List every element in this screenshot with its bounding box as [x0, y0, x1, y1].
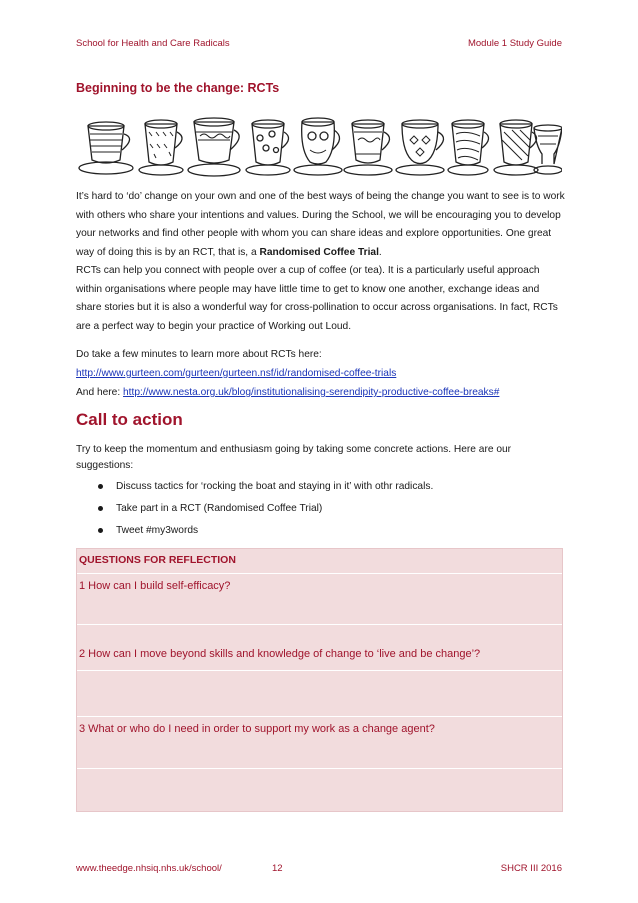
page-footer: [76, 863, 562, 877]
bullet-icon: [98, 528, 103, 533]
paragraph-rct-intro-text: It’s hard to ‘do’ change on your own and one of the best ways of being the change you want to see is to work with others who share your intentions and values. During the School, we will be encouraging you to develop your networks and find other people with whom you can share ideas and explore opportunities. One great way of doing this is by an RCT, that is, a: [76, 191, 565, 258]
list-item-text: Discuss tactics for ‘rocking the boat and staying in it’ with othr radicals.: [116, 481, 434, 492]
list-item: [96, 502, 556, 524]
reflection-question-2: 2 How can I move beyond skills and knowledge of change to ‘live and be change’?: [77, 624, 562, 670]
teacup-icon: [344, 120, 392, 175]
header-school-name: School for Health and Care Radicals: [76, 38, 230, 49]
teacup-icon: [294, 118, 342, 175]
reflection-table: [76, 548, 563, 812]
footer-url: www.theedge.nhsiq.nhs.uk/school/: [76, 863, 222, 874]
teacup-icon: [139, 120, 183, 175]
nesta-label: And here:: [76, 387, 124, 398]
paragraph-rct-benefits: RCTs can help you connect with people over a cup of coffee (or tea). It is a particularly useful approach within organisations where people may have little time to get to know one another, exchange ideas and share stories but it is also a wonderful way for cross-pollination to occur across organisations. In fact, RCTs are a perfect way to begin your practice of Working out Loud.: [76, 265, 558, 332]
action-list: [96, 480, 556, 546]
list-item-text: Tweet #my3words: [116, 525, 199, 536]
list-item: [96, 524, 556, 546]
paragraph-rct-intro: [76, 188, 566, 262]
teacup-icon: [79, 122, 133, 174]
list-item: [96, 480, 556, 502]
paragraph-nesta: [76, 384, 566, 403]
section-title: Beginning to be the change: RCTs: [76, 81, 280, 95]
header-module-name: Module 1 Study Guide: [467, 38, 562, 49]
reflection-question-1: 1 How can I build self-efficacy?: [77, 573, 562, 624]
reflection-answer-space: [77, 768, 562, 813]
rct-bold-term: Randomised Coffee Trial: [259, 246, 379, 258]
bullet-icon: [98, 506, 103, 511]
paragraph-end: .: [378, 246, 382, 258]
footer-edition: SHCR III 2016: [500, 863, 562, 874]
bullet-icon: [98, 484, 103, 489]
teacup-icon: [494, 120, 538, 175]
teacup-icon: [396, 120, 444, 175]
learn-more-text: Do take a few minutes to learn more about RCTs here:: [76, 349, 322, 360]
reflection-answer-space: [77, 670, 562, 716]
paragraph-learn-more: [76, 346, 566, 383]
reflection-heading: QUESTIONS FOR REFLECTION: [79, 554, 236, 566]
teacup-icon: [448, 120, 489, 175]
page-number: 12: [272, 863, 283, 874]
teacup-icon: [188, 118, 240, 176]
teacup-icon: [534, 125, 562, 174]
call-to-action-title: Call to action: [76, 410, 183, 429]
nesta-link[interactable]: http://www.nesta.org.uk/blog/institutionalising-serendipity-productive-coffee-breaks#: [123, 387, 500, 398]
call-to-action-intro: Try to keep the momentum and enthusiasm going by taking some concrete actions. Here are our suggestions:: [76, 444, 512, 471]
gurteen-link[interactable]: http://www.gurteen.com/gurteen/gurteen.nsf/id/randomised-coffee-trials: [76, 367, 397, 379]
page-header: [76, 38, 562, 52]
teacup-icon: [246, 120, 290, 175]
reflection-question-3: 3 What or who do I need in order to support my work as a change agent?: [77, 716, 562, 768]
list-item-text: Take part in a RCT (Randomised Coffee Trial): [116, 503, 323, 514]
teacup-row-icon: [76, 110, 562, 182]
